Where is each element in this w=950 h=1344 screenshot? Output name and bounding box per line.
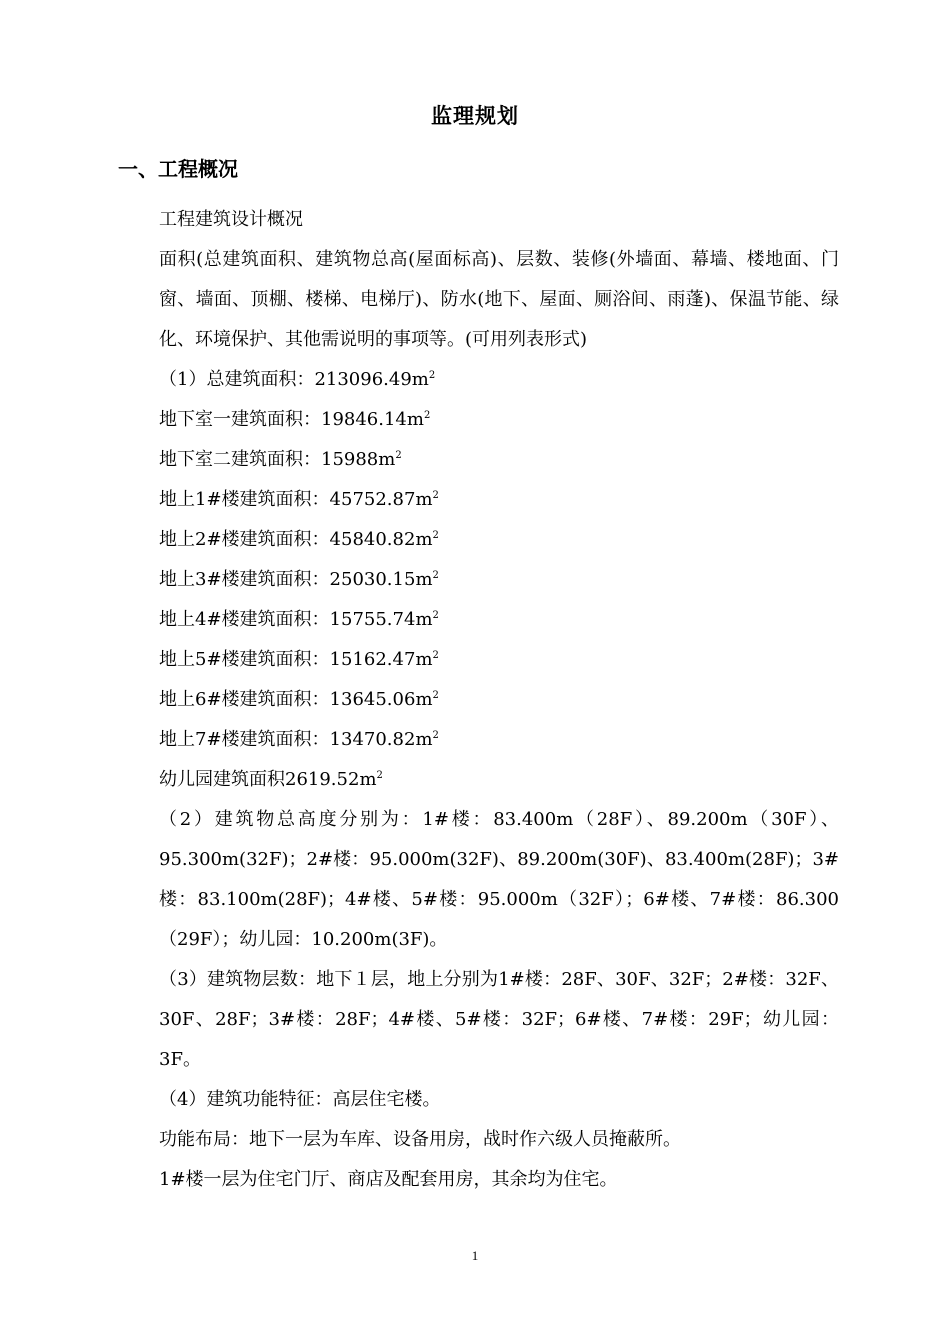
area-unit-exponent: 2 [428, 370, 436, 381]
area-label: 地上2#楼建筑面积： [159, 529, 330, 550]
area-value: 15162.47 [329, 649, 416, 670]
height-paragraph: （2）建筑物总高度分别为：1#楼：83.400m（28F）、89.200m（30F）、95.300m(32F)；2#楼：95.000m(32F)、89.200m(30F)、83.400m(28F)；3#楼：83.100m(28F)；4#楼、5#楼：95.000m（32F）；6#楼、7#楼：86.300（29F）；幼儿园：10.200m(3F)。 [159, 809, 839, 950]
area-unit-exponent: 2 [432, 490, 439, 501]
area-label: 幼儿园建筑面积 [159, 769, 285, 790]
area-value: 25030.15 [329, 569, 416, 590]
area-line [159, 680, 839, 720]
intro-text: 面积(总建筑面积、建筑物总高(屋面标高)、层数、装修(外墙面、幕墙、楼地面、门窗、墙面、顶棚、楼梯、电梯厅)、防水(地下、屋面、厕浴间、雨蓬)、保温节能、绿化、环境保护、其他需说明的事项等。(可用列表形式) [159, 249, 839, 350]
area-value: 15988 [321, 449, 379, 470]
area-label: 地上4#楼建筑面积： [159, 609, 330, 630]
area-unit-exponent: 2 [432, 730, 439, 741]
area-unit: m [415, 529, 433, 550]
area-line [159, 440, 839, 480]
floors-paragraph: （3）建筑物层数：地下１层，地上分别为1#楼：28F、30F、32F；2#楼：32F、30F、28F；3#楼：28F；4#楼、5#楼：32F；6#楼、7#楼：29F；幼儿园：3F。 [159, 969, 839, 1070]
area-label: 地上5#楼建筑面积： [159, 649, 330, 670]
area-value: 2619.52 [285, 769, 360, 790]
area-unit-exponent: 2 [423, 410, 431, 421]
area-unit-exponent: 2 [432, 530, 439, 541]
document-body [159, 200, 839, 1200]
intro-title: 工程建筑设计概况 [159, 209, 303, 230]
area-line [159, 720, 839, 760]
area-line [159, 360, 839, 400]
area-value: 45840.82 [329, 529, 416, 550]
area-label: 地上6#楼建筑面积： [159, 689, 330, 710]
area-unit: m [378, 449, 396, 470]
area-unit-exponent: 2 [432, 570, 439, 581]
area-unit-exponent: 2 [395, 450, 402, 461]
area-unit: m [406, 409, 424, 430]
area-value: 45752.87 [329, 489, 416, 510]
area-label: 地下室一建筑面积： [159, 409, 321, 430]
area-label: 地上3#楼建筑面积： [159, 569, 330, 590]
area-value: 213096.49 [314, 369, 412, 390]
area-unit: m [415, 569, 433, 590]
area-label: 地下室二建筑面积： [159, 449, 321, 470]
area-unit-exponent: 2 [376, 770, 383, 781]
area-unit: m [415, 609, 433, 630]
area-value: 15755.74 [329, 609, 416, 630]
area-unit: m [415, 729, 433, 750]
area-unit: m [411, 369, 429, 390]
area-unit: m [415, 489, 433, 510]
area-unit: m [415, 649, 433, 670]
building1-paragraph: 1#楼一层为住宅门厅、商店及配套用房，其余均为住宅。 [159, 1169, 618, 1190]
area-line [159, 560, 839, 600]
area-label: 地上7#楼建筑面积： [159, 729, 330, 750]
page-number: 1 [471, 1248, 479, 1263]
area-unit: m [415, 689, 433, 710]
area-unit-exponent: 2 [432, 650, 439, 661]
function-paragraph: （4）建筑功能特征：高层住宅楼。 [159, 1089, 441, 1110]
layout-paragraph: 功能布局：地下一层为车库、设备用房，战时作六级人员掩蔽所。 [159, 1129, 681, 1150]
area-line [159, 520, 839, 560]
area-line [159, 480, 839, 520]
section-heading: 一、工程概况 [118, 157, 238, 181]
area-unit: m [359, 769, 377, 790]
area-line [159, 640, 839, 680]
area-unit-exponent: 2 [432, 610, 439, 621]
area-label: （1）总建筑面积： [159, 369, 315, 390]
area-line [159, 400, 839, 440]
area-line [159, 760, 839, 800]
area-list [159, 360, 839, 800]
area-unit-exponent: 2 [432, 690, 439, 701]
document-title: 监理规划 [431, 103, 519, 128]
area-value: 13645.06 [329, 689, 416, 710]
area-value: 19846.14 [321, 409, 407, 430]
area-line [159, 600, 839, 640]
area-label: 地上1#楼建筑面积： [159, 489, 330, 510]
area-value: 13470.82 [329, 729, 416, 750]
